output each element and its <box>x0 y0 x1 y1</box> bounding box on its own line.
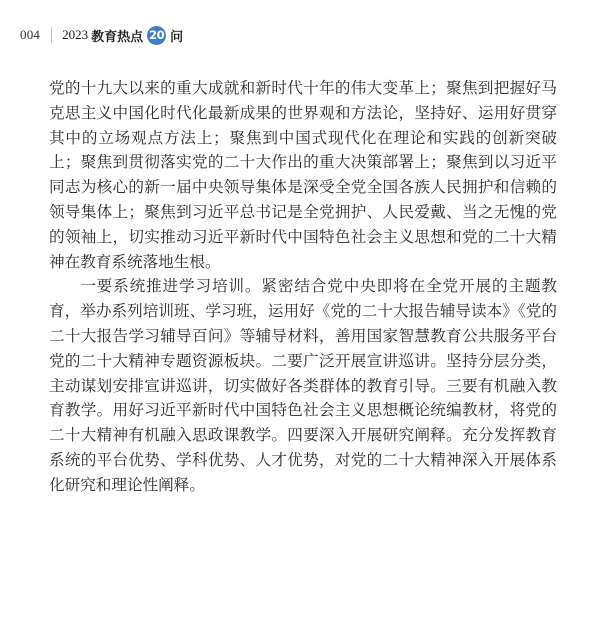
paragraph-continued: 党的十九大以来的重大成就和新时代十年的伟大变革上；聚焦到把握好马克思主义中国化时代化最新成果的世界观和方法论，坚持好、运用好贯穿其中的立场观点方法上；聚焦到中国式现代化在理论和实践的创新突破上；聚焦到贯彻落实党的二十大作出的重大决策部署上；聚焦到以习近平同志为核心的新一届中央领导集体是深受全党全国各族人民拥护和信赖的领导集体上；聚焦到习近平总书记是全党拥护、人民爱戴、当之无愧的党的领袖上，切实推动习近平新时代中国特色社会主义思想和党的二十大精神在教育系统落地生根。 <box>49 79 557 271</box>
book-title-year: 2023 <box>62 27 89 42</box>
book-title <box>62 26 183 45</box>
book-title-text: 教育热点 <box>91 28 144 44</box>
header-divider <box>51 27 52 43</box>
page-number: 004 <box>20 27 41 42</box>
body-text <box>49 76 557 498</box>
paragraph-study-training: 一要系统推进学习培训。紧密结合党中央即将在全党开展的主题教育，举办系列培训班、学习班，运用好《党的二十大报告辅导读本》《党的二十大报告学习辅导百问》等辅导材料，善用国家智慧教育公共服务平台党的二十大精神专题资源板块。二要广泛开展宣讲巡讲。坚持分层分类，主动谋划安排宣讲巡讲，切实做好各类群体的教育引导。三要有机融入教育教学。用好习近平新时代中国特色社会主义思想概论统编教材，将党的二十大精神有机融入思政课教学。四要深入开展研究阐释。充分发挥教育系统的平台优势、学科优势、人才优势，对党的二十大精神深入开展体系化研究和理论性阐释。 <box>49 277 557 494</box>
book-title-suffix: 问 <box>170 28 184 44</box>
number-badge: 20 <box>147 26 166 45</box>
running-header <box>20 24 183 46</box>
